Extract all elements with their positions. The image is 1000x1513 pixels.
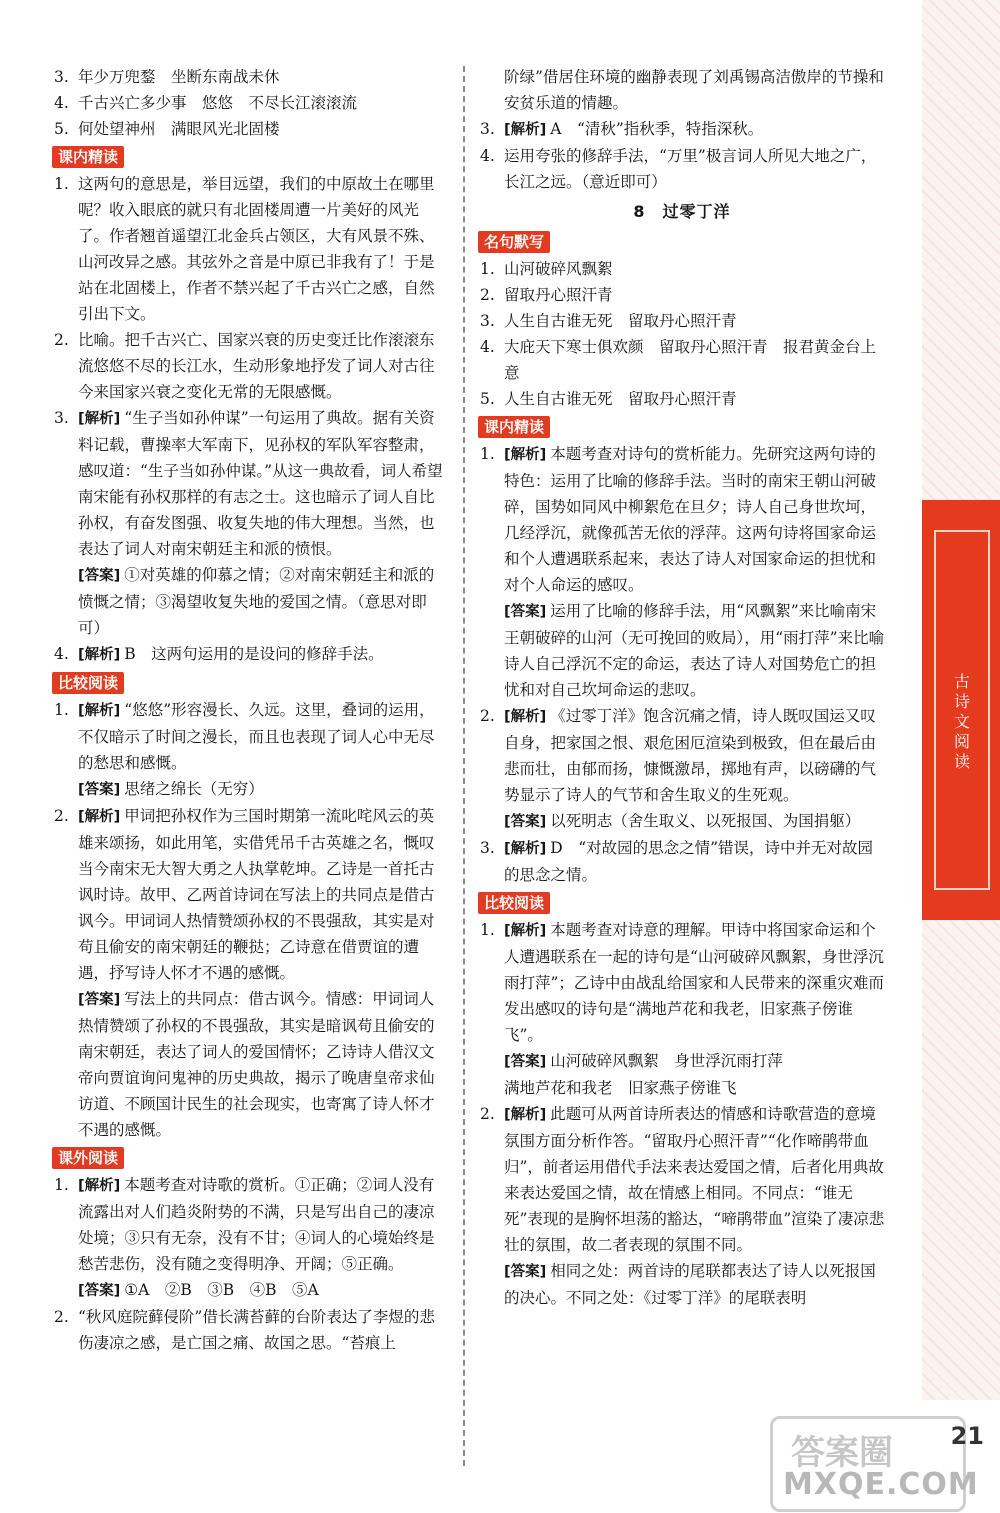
question-item: 2. “秋风庭院藓侵阶”借长满苔藓的台阶表达了李煜的悲伤凄凉之感，是亡国之痛、故国之思。“苔痕上 — [54, 1308, 435, 1352]
answer-block: [答案] ①A ②B ③B ④B ⑤A — [78, 1281, 319, 1299]
list-item: 3. 年少万兜鍪 坐断东南战未休 — [54, 68, 280, 86]
question-item: 2. [解析] 《过零丁洋》饱含沉痛之情，诗人既叹国运又叹自身，把家国之恨、艰危困厄渲染到极致，但在最后由悲而壮，由郁而扬，慷慨激昂，掷地有声，以磅礴的气势显示了诗人的气节和舍生取义的生死观。 — [480, 707, 877, 804]
answer-block: [答案] 运用了比喻的修辞手法，用“风飘絮”来比喻南宋王朝破碎的山河（无可挽回的败局），用“雨打萍”来比喻诗人自己浮沉不定的命运，表达了诗人对国势危亡的担忧和对自己坎坷命运的悲叹。 — [504, 602, 885, 699]
lesson-title: 8 过零丁洋 — [633, 202, 731, 221]
right-column — [478, 64, 886, 1311]
list-item: 4. 大庇天下寒士俱欢颜 留取丹心照汗青 报君黄金台上意 — [480, 338, 877, 382]
list-item: 1. 山河破碎风飘絮 — [480, 260, 613, 278]
question-item: 1. 这两句的意思是，举目远望，我们的中原故土在哪里呢？收入眼底的就只有北固楼周遭一片美好的风光了。作者翘首遥望江北金兵占领区，大有风景不殊、山河改异之感。其弦外之音是中原已非我有了！于是站在北固楼上，作者不禁兴起了千古兴亡之感，自然引出下文。 — [54, 175, 435, 323]
page-number: 21 — [950, 1422, 984, 1450]
answer-block-line2: 满地芦花和我老 旧家燕子傍谁飞 — [504, 1079, 737, 1097]
list-item: 5. 人生自古谁无死 留取丹心照汗青 — [480, 390, 737, 408]
side-decor-top — [922, 0, 1000, 500]
answer-block: [答案] 思绪之绵长（无穷） — [78, 780, 264, 798]
section-title-intensive-reading: 课内精读 — [478, 416, 550, 438]
section-title-dictation: 名句默写 — [478, 231, 550, 253]
continued-text: 阶绿”借居住环境的幽静表现了刘禹锡高洁傲岸的节操和安贫乐道的情趣。 — [504, 68, 884, 112]
question-item: 1. [解析] 本题考查对诗歌的赏析。①正确；②词人没有流露出对人们趋炎附势的不满，只是写出自己的凄凉处境；③只有无奈，没有不甘；④词人的心境始终是愁苦悲伤，没有随之变得明净、开阔；⑤正确。 — [54, 1176, 435, 1273]
answer-block: [答案] 山河破碎风飘絮 身世浮沉雨打萍 — [504, 1052, 783, 1070]
question-item: 1. [解析] 本题考查对诗意的理解。甲诗中将国家命运和个人遭遇联系在一起的诗句是“山河破碎风飘絮，身世浮沉雨打萍”；乙诗中由战乱给国家和人民带来的深重灾难而发出感叹的诗句是“满地芦花和我老，旧家燕子傍谁飞”。 — [480, 921, 884, 1044]
question-item: 1. [解析] “悠悠”形容漫长、久远。这里，叠词的运用，不仅暗示了时间之漫长，而且也表现了词人心中无尽的愁思和感慨。 — [54, 701, 435, 772]
answer-block: [答案] 写法上的共同点：借古讽今。情感：甲词词人热情赞颂了孙权的不畏强敌，其实是暗讽苟且偷安的南宋朝廷，表达了词人的爱国情怀；乙诗诗人借汉文帝向贾谊询问鬼神的历史典故，揭示了晚唐皇帝求仙访道、不顾国计民生的社会现实，也寄寓了诗人怀才不遇的感慨。 — [78, 990, 435, 1139]
side-decor-bottom — [922, 920, 1000, 1400]
left-column — [52, 64, 448, 1356]
answer-block: [答案] ①对英雄的仰慕之情；②对南宋朝廷主和派的愤慨之情；③渴望收复失地的爱国之情。（意思对即可） — [78, 566, 435, 637]
answer-block: [答案] 以死明志（舍生取义、以死报国、为国捐躯） — [504, 812, 861, 830]
answer-block: [答案] 相同之处：两首诗的尾联都表达了诗人以死报国的决心。不同之处：《过零丁洋》的尾联表明 — [504, 1262, 876, 1307]
list-item: 3. 人生自古谁无死 留取丹心照汗青 — [480, 312, 737, 330]
list-item: 4. 千古兴亡多少事 悠悠 不尽长江滚滚流 — [54, 94, 358, 112]
question-item: 2. 比喻。把千古兴亡、国家兴衰的历史变迁比作滚滚东流悠悠不尽的长江水，生动形象地抒发了词人对古往今来国家兴衰之变化无常的无限感慨。 — [54, 331, 435, 401]
question-item: 4. 运用夸张的修辞手法，“万里”极言词人所见大地之广，长江之远。（意近即可） — [480, 147, 877, 191]
list-item: 2. 留取丹心照汗青 — [480, 286, 613, 304]
question-item: 3. [解析] A “清秋”指秋季，特指深秋。 — [480, 120, 764, 138]
section-title-comparative-reading: 比较阅读 — [52, 672, 124, 694]
watermark-logo: 答案圈 MXQE.COM — [770, 1416, 966, 1512]
section-title-extracurricular-reading: 课外阅读 — [52, 1147, 124, 1169]
column-divider — [463, 66, 465, 1466]
section-title-comparative-reading: 比较阅读 — [478, 892, 550, 914]
question-item: 1. [解析] 本题考查对诗句的赏析能力。先研究这两句诗的特色：运用了比喻的修辞手法。当时的南宋王朝山河破碎，国势如同风中柳絮危在旦夕；诗人自己身世坎坷，几经浮沉，就像孤苦无依的浮萍。这两句诗将国家命运和个人遭遇联系起来，表达了诗人对国家命运的担忧和对个人命运的感叹。 — [480, 445, 877, 594]
question-item: 3. [解析] D “对故园的思念之情”错误，诗中并无对故园的思念之情。 — [480, 839, 874, 884]
question-item: 4. [解析] B 这两句运用的是设问的修辞手法。 — [54, 645, 384, 663]
question-item: 2. [解析] 此题可从两首诗所表达的情感和诗歌营造的意境氛围方面分析作答。“留取丹心照汗青”“化作啼鹃带血归”，前者运用借代手法来表达爱国之情，后者化用典故来表达爱国之情，故在情感上相同。不同点：“谁无死”表现的是胸怀坦荡的豁达，“啼鹃带血”渲染了凄凉悲壮的氛围，故二者表现的氛围不同。 — [480, 1105, 885, 1254]
list-item: 5. 何处望神州 满眼风光北固楼 — [54, 120, 280, 138]
section-title-intensive-reading: 课内精读 — [52, 146, 124, 168]
question-item: 2. [解析] 甲词把孙权作为三国时期第一流叱咤风云的英雄来颂扬，如此用笔，实借凭吊千古英雄之名，慨叹当今南宋无大智大勇之人执掌乾坤。乙诗是一首托古讽时诗。故甲、乙两首诗词在写法上的共同点是借古讽今。甲词词人热情赞颂孙权的不畏强敌，其实是对苟且偷安的南宋朝廷的鞭挞；乙诗意在借贾谊的遭遇，抒写诗人怀才不遇的感慨。 — [54, 807, 435, 982]
side-tab-label: 古 诗 文 阅 读 — [953, 672, 970, 771]
question-item: 3. [解析] “生子当如孙仲谋”一句运用了典故。据有关资料记载，曹操率大军南下，见孙权的军队军容整肃，感叹道：“生子当如孙仲谋。”从这一典故看，词人希望南宋能有孙权那样的有志之士。这也暗示了词人自比孙权，有奋发图强、收复失地的伟大理想。当然，也表达了词人对南宋朝廷主和派的愤恨。 — [54, 409, 443, 558]
